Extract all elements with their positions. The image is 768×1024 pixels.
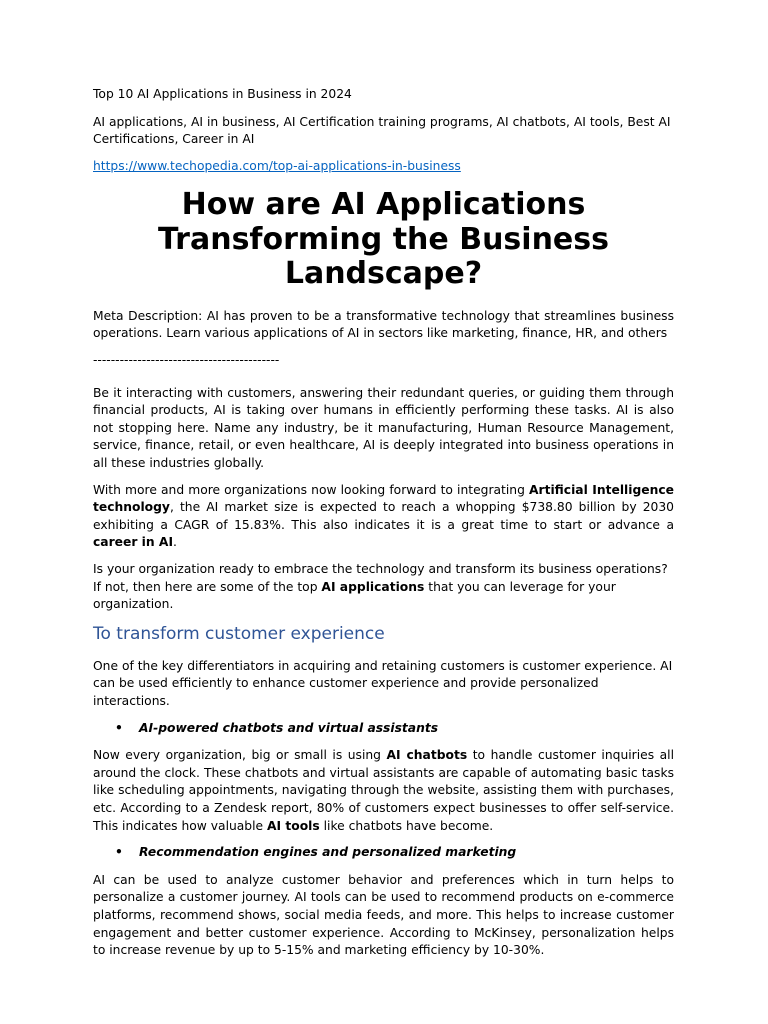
document-top-title: Top 10 AI Applications in Business in 2024: [93, 87, 352, 101]
document-body: [93, 86, 674, 969]
bold-term: Artificial Intelligence technology: [93, 482, 675, 515]
meta-description: Meta Description: AI has proven to be a transformative technology that streamlines business operations. Learn various applications of AI in sectors like marketing, finance, HR, and others: [93, 308, 674, 341]
paragraph-text: Is your organization ready to embrace the technology and transform its business operations? If not, then here are some of the top: [93, 562, 668, 594]
divider-line: ------------------------------------------: [93, 353, 280, 368]
keywords-line: AI applications, AI in business, AI Certification training programs, AI chatbots, AI tools, Best AI Certifications, Career in AI: [93, 114, 671, 147]
paragraph-text: With more and more organizations now looking forward to integrating: [93, 482, 529, 497]
recommendation-paragraph: AI can be used to analyze customer behavior and preferences which in turn helps to personalize a customer journey. AI tools can be used to recommend products on e-commerce platforms, recommend shows, social media feeds, and more. This helps to increase customer engagement and better customer experience. According to McKinsey, personalization helps to increase revenue by up to 5-15% and marketing efficiency by 10-30%.: [93, 872, 674, 958]
article-heading: How are AI Applications Transforming the Business Landscape?: [158, 187, 609, 292]
market-size-paragraph: [93, 482, 674, 552]
chatbots-paragraph: [93, 747, 674, 835]
bold-term: AI tools: [267, 818, 320, 833]
bold-term: AI chatbots: [386, 748, 468, 763]
bullet-text: AI-powered chatbots and virtual assistants: [139, 720, 439, 735]
source-link[interactable]: https://www.techopedia.com/top-ai-applications-in-business: [93, 158, 461, 173]
paragraph-text: Now every organization, big or small is using: [93, 748, 387, 763]
bullet-icon: •: [115, 845, 123, 860]
customer-experience-paragraph: One of the key differentiators in acquiring and retaining customers is customer experience. AI can be used efficiently to enhance customer experience and provide personalized interactions.: [93, 658, 673, 708]
bullet-text: Recommendation engines and personalized marketing: [139, 845, 517, 860]
bullet-item-chatbots: [93, 720, 674, 738]
bold-term: AI applications: [321, 579, 425, 594]
bold-term: career in AI: [93, 535, 174, 550]
section-heading: To transform customer experience: [93, 623, 385, 644]
paragraph-text: to handle customer inquiries all around the clock. These chatbots and virtual assistants are capable of automating basic tasks like scheduling appointments, navigating through the website, assisting them with purchases, etc. According to a Zendesk report, 80% of customers expect businesses to offer self-service. This indicates how valuable: [93, 748, 675, 833]
paragraph-text: , the AI market size is expected to reach a whopping $738.80 billion by 2030 exhibiting a CAGR of 15.83%. This also indicates it is a great time to start or advance a: [93, 500, 674, 532]
bullet-item-recommendation: [93, 844, 674, 862]
bullet-icon: •: [115, 720, 123, 735]
paragraph-text: like chatbots have become.: [319, 818, 494, 833]
paragraph-text: that you can leverage for your organization.: [93, 579, 616, 612]
intro-paragraph: Be it interacting with customers, answering their redundant queries, or guiding them through financial products, AI is taking over humans in efficiently performing these tasks. AI is also not stopping here. Name any industry, be it manufacturing, Human Resource Management, service, finance, retail, or even healthcare, AI is deeply integrated into business operations in all these industries globally.: [93, 385, 674, 471]
paragraph-text: .: [173, 535, 177, 550]
readiness-paragraph: [93, 561, 674, 614]
